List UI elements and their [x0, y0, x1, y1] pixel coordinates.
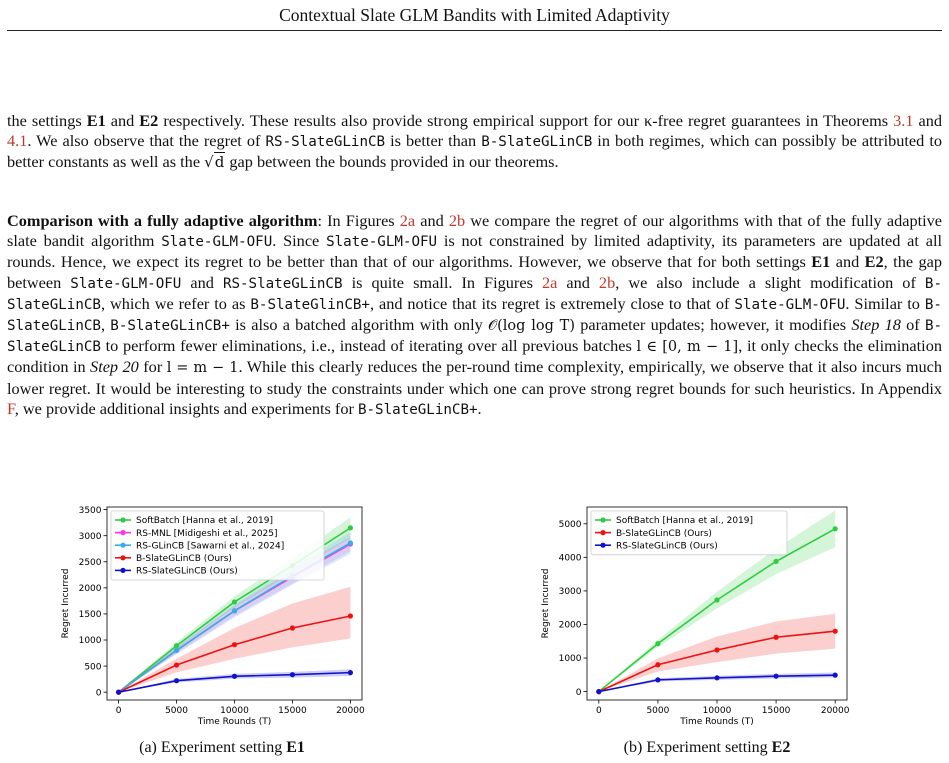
data-point	[833, 629, 838, 634]
legend-label: RS-MNL [Midigeshi et al., 2025]	[136, 528, 278, 539]
algo-name: Slate-GLM-OFU	[161, 234, 273, 251]
text: respectively. These results also provide strong empirical support for our κ-free regret guarantees in Theorems	[158, 111, 894, 130]
algo-name: B-SlateGlinCB+	[250, 296, 370, 313]
legend-marker	[600, 543, 605, 548]
x-tick-label: 20000	[820, 706, 850, 716]
algo-name: B-SlateGLinCB+	[110, 318, 230, 335]
figure-2b	[537, 495, 897, 740]
legend-label: RS-SlateGLinCB (Ours)	[616, 541, 718, 552]
legend-marker	[600, 517, 605, 522]
data-point	[773, 559, 778, 564]
figure-link-2b[interactable]: 2b	[448, 211, 466, 230]
legend-label: SoftBatch [Hanna et al., 2019]	[616, 516, 754, 527]
y-axis-label: Regret Incurred	[61, 568, 71, 639]
data-point	[116, 690, 121, 695]
x-tick-label: 15000	[278, 706, 307, 716]
data-point	[232, 608, 237, 613]
algo-name: B-SlateGLinCB	[7, 318, 943, 356]
data-point	[348, 670, 353, 675]
figure-2a	[57, 495, 417, 740]
legend-label: RS-GLinCB [Sawarni et al., 2024]	[136, 541, 285, 552]
y-tick-label: 2000	[558, 620, 582, 631]
legend-label: B-SlateGLinCB (Ours)	[136, 554, 232, 564]
data-point	[174, 643, 179, 648]
math-expression: 𝒪(log log T)	[488, 318, 575, 335]
algo-name: B-SlateGLinCB+	[357, 401, 478, 418]
y-axis-label: Regret Incurred	[541, 568, 551, 639]
caption-2a: (a) Experiment setting E1	[139, 739, 305, 756]
x-tick-label: 15000	[761, 706, 791, 716]
legend-marker	[120, 555, 125, 560]
data-point	[348, 613, 353, 618]
text: in both regimes, which can possibly be attributed to better constants as well as the	[7, 131, 942, 172]
paragraph-heading: Comparison with a fully adaptive algorithm	[7, 211, 318, 230]
regret-chart-e1	[57, 495, 377, 735]
figure-link-2a[interactable]: 2a	[541, 272, 558, 292]
data-point	[596, 689, 601, 694]
header-rule	[7, 30, 942, 31]
text: gap between the bounds provided in our theorems.	[225, 152, 559, 172]
data-point	[714, 647, 719, 652]
data-point	[655, 677, 660, 682]
y-tick-label: 500	[84, 662, 102, 673]
x-tick-label: 0	[595, 706, 602, 716]
legend-marker	[120, 517, 125, 522]
data-point	[232, 599, 237, 604]
x-axis-label: Time Rounds (T)	[680, 717, 754, 727]
caption-2b: (b) Experiment setting E2	[623, 739, 791, 756]
text: and	[105, 111, 140, 130]
paragraph-comparison: Comparison with a fully adaptive algorithm: In Figures 2a and 2b we compare the regret of our algorithms with that of the fully adaptive slate bandit algorithm Slate-GLM-OFU. Since Slate-GLM-OFU is not constrained by limited adaptivity, its parameters are updated at all rounds. Hence, we expect its regret to be better than that of our algorithms. However, we observe that for both settings E1 and E2, the gap between Slate-GLM-OFU and RS-SlateGLinCB is quite small. In Figures 2a and 2b, we also include a slight modification of B-SlateGLinCB, which we refer to as B-SlateGlinCB+, and notice that its regret is extremely close to that of Slate-GLM-OFU. Similar to B-SlateGLinCB, B-SlateGLinCB+ is also a batched algorithm with only 𝒪(log log T) parameter updates; however, it modifies Step 18 of B-SlateGLinCB to perform fewer eliminations, i.e., instead of iterating over all previous batches l ∈ [0, m − 1], it only checks the elimination condition in Step 20 for l = m − 1. While this clearly reduces the per-round time complexity, empirically, we observe that it also incurs much lower regret. It would be interesting to study the constraints under which one can prove strong regret bounds for such heuristics. In Appendix F, we provide additional insights and experiments for B-SlateGLinCB+.	[7, 211, 943, 418]
y-tick-label: 1000	[78, 636, 102, 647]
legend-marker	[120, 530, 125, 535]
setting-e2: E2	[139, 111, 159, 130]
y-tick-label: 3500	[78, 505, 102, 516]
y-tick-label: 5000	[558, 519, 582, 530]
step-reference: Step 20	[90, 357, 139, 377]
algo-name: RS-SlateGLinCB	[265, 134, 386, 151]
legend-marker	[120, 568, 125, 573]
y-tick-label: 2000	[78, 584, 102, 595]
text: the settings	[7, 111, 87, 130]
paragraph-results	[7, 111, 942, 173]
text: . We also observe that the regret of	[27, 131, 266, 151]
legend-label: SoftBatch [Hanna et al., 2019]	[136, 516, 274, 527]
legend-marker	[120, 543, 125, 548]
x-tick-label: 5000	[646, 706, 670, 716]
data-point	[174, 662, 179, 667]
data-point	[655, 662, 660, 667]
figure-link-2a[interactable]: 2a	[399, 211, 416, 230]
y-tick-label: 3000	[558, 587, 582, 598]
setting-e2: E2	[864, 252, 884, 272]
data-point	[773, 635, 778, 640]
x-tick-label: 0	[115, 706, 122, 716]
algo-name: B-SlateGLinCB	[7, 275, 943, 313]
algo-name: Slate-GLM-OFU	[734, 296, 846, 313]
legend-label: B-SlateGLinCB (Ours)	[616, 528, 712, 539]
data-point	[714, 675, 719, 680]
y-tick-label: 1500	[78, 610, 102, 621]
y-tick-label: 3000	[78, 531, 102, 542]
data-point	[714, 597, 719, 602]
data-point	[833, 526, 838, 531]
data-point	[833, 673, 838, 678]
y-tick-label: 0	[575, 687, 582, 698]
math-expression: l ∈ [0, m − 1]	[636, 339, 739, 356]
data-point	[290, 625, 295, 630]
y-tick-label: 0	[95, 688, 102, 699]
theorem-link-3-1[interactable]: 3.1	[893, 111, 914, 130]
setting-e1: E1	[86, 111, 106, 130]
x-tick-label: 10000	[220, 706, 249, 716]
sqrt-d: √d	[204, 153, 225, 172]
data-point	[174, 648, 179, 653]
data-point	[348, 525, 353, 530]
legend-label: RS-SlateGLinCB (Ours)	[136, 566, 238, 577]
data-point	[290, 672, 295, 677]
text: is better than	[385, 131, 482, 151]
data-point	[348, 540, 353, 545]
y-tick-label: 2500	[78, 557, 102, 568]
theorem-link-4-1[interactable]: 4.1	[7, 131, 28, 151]
data-point	[232, 674, 237, 679]
x-axis-label: Time Rounds (T)	[197, 717, 272, 727]
data-point	[655, 641, 660, 646]
x-tick-label: 20000	[336, 706, 365, 716]
text: and	[913, 111, 943, 130]
algo-name: B-SlateGLinCB	[7, 296, 942, 335]
math-expression: l = m − 1	[166, 360, 239, 377]
y-tick-label: 4000	[558, 553, 582, 564]
x-tick-label: 10000	[702, 706, 732, 716]
regret-chart-e2	[537, 495, 857, 735]
data-point	[773, 674, 778, 679]
data-point	[174, 678, 179, 683]
algo-name: B-SlateGLinCB	[481, 134, 593, 151]
appendix-link-f[interactable]: F	[7, 398, 15, 418]
setting-e1: E1	[811, 252, 831, 272]
step-reference: Step 18	[851, 315, 901, 335]
algo-name: RS-SlateGLinCB	[222, 275, 343, 292]
figure-link-2b[interactable]: 2b	[598, 272, 616, 292]
legend-marker	[600, 530, 605, 535]
algo-name: Slate-GLM-OFU	[70, 275, 182, 292]
x-tick-label: 5000	[165, 706, 188, 716]
running-head: Contextual Slate GLM Bandits with Limited Adaptivity	[279, 5, 670, 25]
data-point	[232, 642, 237, 647]
algo-name: Slate-GLM-OFU	[326, 234, 438, 251]
y-tick-label: 1000	[558, 654, 582, 665]
